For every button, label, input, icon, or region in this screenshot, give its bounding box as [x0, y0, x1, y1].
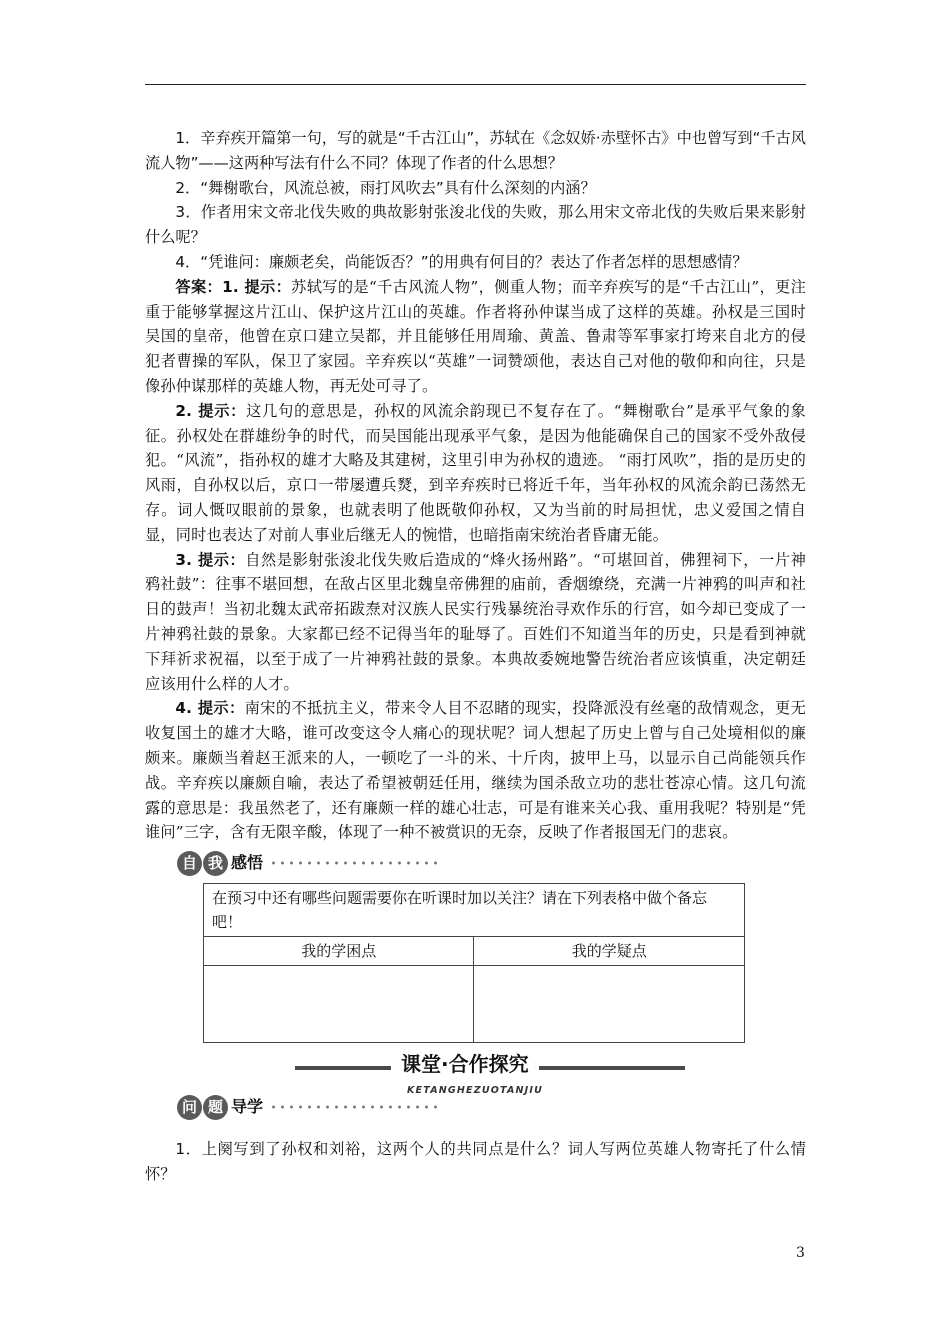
answer-num: 2. — [175, 401, 199, 420]
answer-1 — [145, 275, 806, 399]
question-3: 3．作者用宋文帝北伐失败的典故影射张浚北伐的失败，那么用宋文帝北伐的失败后果来影射什么呢？ — [145, 203, 806, 247]
answer-text: 南宋的不抵抗主义，带来令人目不忍睹的现实，投降派没有丝毫的敌情观念，更无收复国土的雄才大略，谁可改变这令人痛心的现状呢？词人想起了历史上曾与自己处境相似的廉颇来。廉颇当着赵王派来的人，一顿吃了一斗的米、十斤肉，披甲上马，以显示自己尚能领兵作战。辛弃疾以廉颇自喻，表达了希望被朝廷任用，继续为国杀敌立功的悲壮苍凉心情。这几句流露的意思是：我虽然老了，还有廉颇一样的雄心壮志，可是有谁来关心我、重用我呢？特别是“凭谁问”三字，含有无限辛酸，体现了一种不被赏识的无奈，反映了作者报国无门的悲哀。 — [145, 699, 806, 842]
header-rule — [145, 84, 806, 85]
header-bubble: 自 — [177, 851, 202, 876]
header-text: 导学 — [231, 1096, 264, 1116]
guide-question-1: 1．上阕写到了孙权和刘裕，这两个人的共同点是什么？词人写两位英雄人物寄托了什么情怀？ — [145, 1140, 806, 1183]
header-bubble: 我 — [203, 851, 228, 876]
hint-tag: 提示： — [244, 277, 292, 296]
memo-col-questions: 我的学疑点 — [474, 937, 745, 966]
memo-table — [203, 883, 745, 1043]
memo-col-difficulties: 我的学困点 — [204, 937, 474, 966]
answer-2 — [145, 399, 806, 548]
hint-tag: 提示： — [198, 401, 247, 420]
answer-3 — [145, 548, 806, 697]
self-reflection-header — [177, 849, 806, 877]
answer-num: 1. — [222, 277, 245, 296]
answer-num: 4. — [175, 699, 198, 718]
page-content — [145, 126, 806, 1187]
memo-prompt: 在预习中还有哪些问题需要你在听课时加以关注？请在下列表格中做个备忘吧！ — [204, 884, 745, 937]
section-banner — [295, 1049, 685, 1097]
answer-num: 3. — [175, 550, 198, 569]
banner-title: 课堂·合作探究 — [391, 1049, 539, 1079]
answer-text: 这几句的意思是，孙权的风流余韵现已不复存在了。“舞榭歌台”是承平气象的象征。孙权处在群雄纷争的时代，而吴国能出现承平气象，是因为他能确保自己的国家不受外敌侵犯。“风流”，指孙权的雄才大略及其建树，这里引申为孙权的遗迹。 “雨打风吹”，指的是历史的风雨，自孙权以后，京口一带屡遭兵燹，到辛弃疾时已将近千年，当年孙权的风流余韵已荡然无存。词人慨叹眼前的景象，也就表明了他既敬仰孙权，又为当前的时局担忧，忠义爱国之情自显，同时也表达了对前人事业后继无人的惋惜，也暗指南宋统治者昏庸无能。 — [145, 401, 807, 544]
answer-text: 苏轼写的是“千古风流人物”，侧重人物；而辛弃疾写的是“千古江山”，更注重于能够掌握这片江山、保护这片江山的英雄。作者将孙仲谋当成了这样的英雄。孙权是三国时吴国的皇帝，他曾在京口建立吴都，并且能够任用周瑜、黄盖、鲁肃等军事家打垮来自北方的侵犯者曹操的军队，保卫了家园。辛弃疾以“英雄”一词赞颂他，表达自己对他的敬仰和向往，只是像孙仲谋那样的英雄人物，再无处可寻了。 — [145, 277, 806, 395]
answer-text: 自然是影射张浚北伐失败后造成的“烽火扬州路”。“可堪回首，佛狸祠下，一片神鸦社鼓”：往事不堪回想，在敌占区里北魏皇帝佛狸的庙前，香烟缭绕，充满一片神鸦的叫声和社日的鼓声！当初北魏太武帝拓跋焘对汉族人民实行残暴统治寻欢作乐的行宫，如今却已变成了一片神鸦社鼓的景象。大家都已经不记得当年的耻辱了。百姓们不知道当年的历史，只是看到神就下拜祈求祝福，以至于成了一片神鸦社鼓的景象。本典故委婉地警告统治者应该慎重，决定朝廷应该用什么样的人才。 — [145, 550, 806, 693]
memo-cell-questions[interactable] — [474, 966, 745, 1043]
header-bubble: 题 — [203, 1095, 228, 1120]
header-text: 感悟 — [231, 852, 264, 872]
hint-tag: 提示： — [198, 550, 246, 569]
dotted-divider — [269, 860, 439, 866]
banner-subtitle: KETANGHEZUOTANJIU — [407, 1085, 544, 1097]
answer-label: 答案： — [175, 277, 223, 296]
question-4: 4．“凭谁问：廉颇老矣，尚能饭否？”的用典有何目的？表达了作者怎样的思想感情？ — [175, 252, 748, 271]
answer-4 — [145, 696, 806, 845]
memo-cell-difficulties[interactable] — [204, 966, 474, 1043]
page-number: 3 — [796, 1245, 805, 1261]
dotted-divider — [269, 1104, 439, 1110]
header-bubble: 问 — [177, 1095, 202, 1120]
question-1: 1．辛弃疾开篇第一句，写的就是“千古江山”，苏轼在《念奴娇·赤壁怀古》中也曾写到“千古风流人物”——这两种写法有什么不同？体现了作者的什么思想？ — [145, 129, 806, 172]
question-2: 2．“舞榭歌台，风流总被，雨打风吹去”具有什么深刻的内涵？ — [175, 178, 596, 197]
hint-tag: 提示： — [197, 699, 245, 718]
